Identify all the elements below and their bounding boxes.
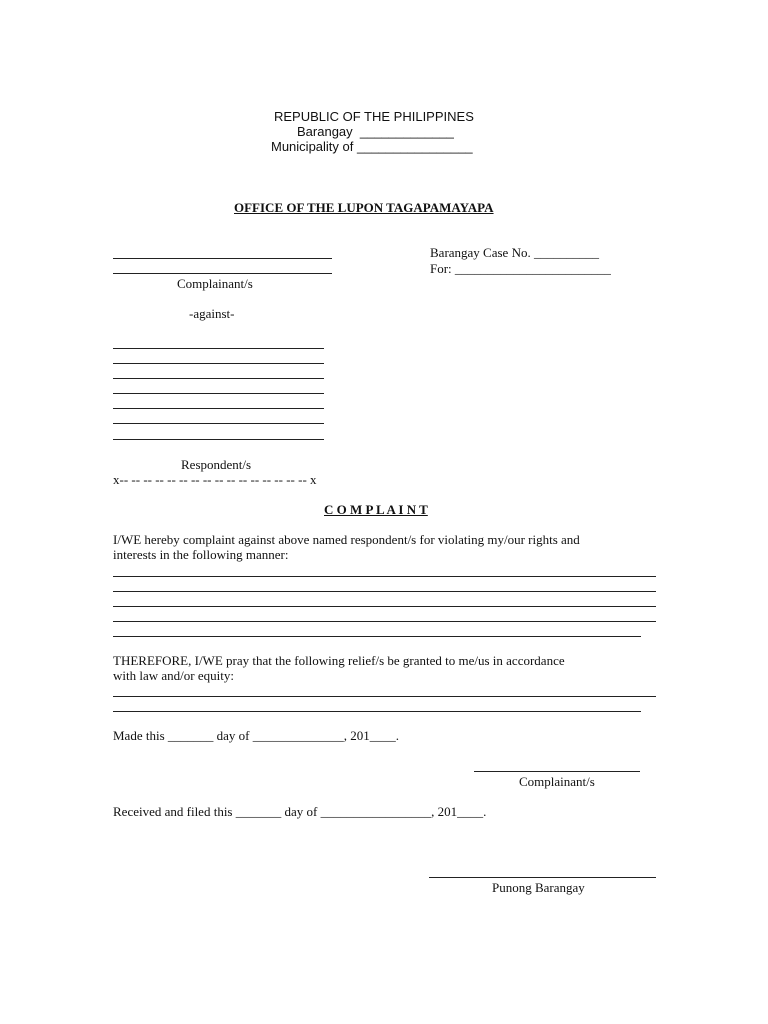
relief-blank-2 (113, 711, 641, 712)
caption-separator: x-- -- -- -- -- -- -- -- -- -- -- -- -- -- -- -- x (113, 472, 317, 487)
para2-line1: THEREFORE, I/WE pray that the following relief/s be granted to me/us in accordance (113, 653, 565, 668)
manner-blank-4 (113, 621, 656, 622)
punong-barangay-signature-line (429, 877, 656, 878)
relief-blank-1 (113, 696, 656, 697)
republic-heading: REPUBLIC OF THE PHILIPPINES (274, 109, 474, 124)
made-this-line: Made this _______ day of ______________, 201____. (113, 728, 399, 743)
complainant-signature-line (474, 771, 640, 772)
against-label: -against- (189, 306, 235, 321)
received-filed-line: Received and filed this _______ day of _________________, 201____. (113, 804, 487, 819)
respondent-blank-3 (113, 378, 324, 379)
punong-barangay-label: Punong Barangay (492, 880, 585, 895)
manner-blank-2 (113, 591, 656, 592)
complainant-blank-2 (113, 273, 332, 274)
for-field: For: ________________________ (430, 261, 611, 276)
barangay-line: Barangay _____________ (297, 124, 454, 139)
manner-blank-5 (113, 636, 641, 637)
complainants-label: Complainant/s (177, 276, 253, 291)
complainant-signature-label: Complainant/s (519, 774, 595, 789)
para1-line2: interests in the following manner: (113, 547, 289, 562)
municipality-line: Municipality of ________________ (271, 139, 473, 154)
case-no-field: Barangay Case No. __________ (430, 245, 599, 260)
respondent-blank-5 (113, 408, 324, 409)
respondent-blank-6 (113, 423, 324, 424)
complaint-title: C O M P L A I N T (324, 502, 428, 517)
respondents-label: Respondent/s (181, 457, 252, 472)
office-title: OFFICE OF THE LUPON TAGAPAMAYAPA (234, 200, 494, 215)
respondent-blank-4 (113, 393, 324, 394)
para1-line1: I/WE hereby complaint against above named respondent/s for violating my/our rights and (113, 532, 580, 547)
manner-blank-3 (113, 606, 656, 607)
respondent-blank-7 (113, 439, 324, 440)
para2-line2: with law and/or equity: (113, 668, 234, 683)
respondent-blank-2 (113, 363, 324, 364)
complainant-blank-1 (113, 258, 332, 259)
respondent-blank-1 (113, 348, 324, 349)
manner-blank-1 (113, 576, 656, 577)
